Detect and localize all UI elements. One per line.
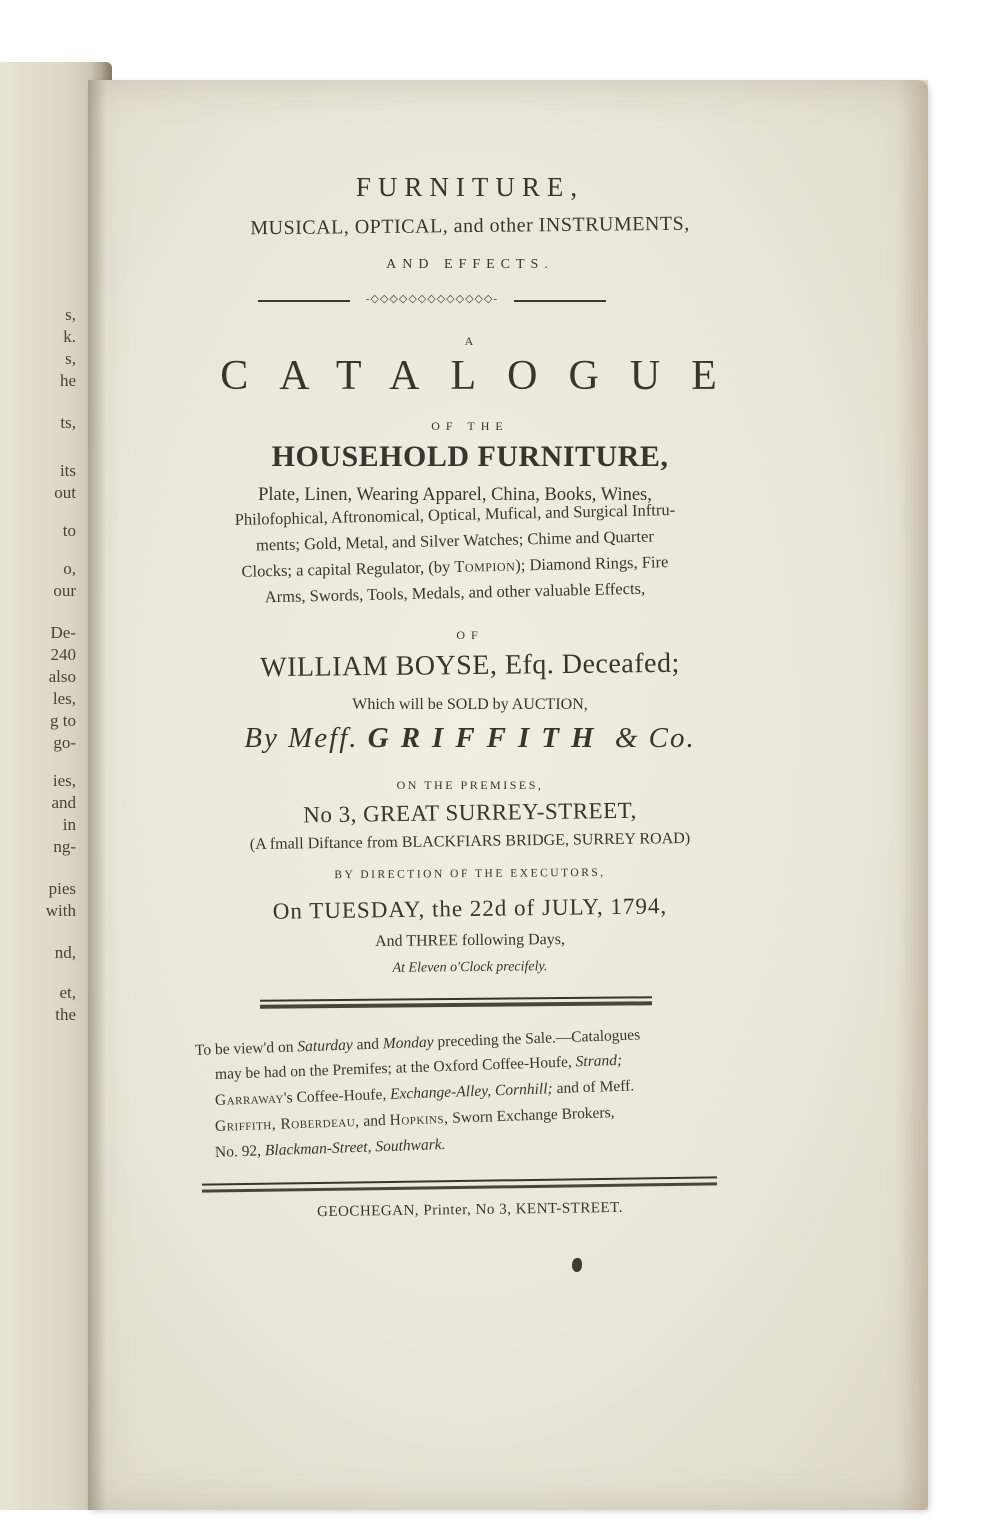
title-ornament-rule [258,293,606,305]
notice-l1a: To be view'd on [194,1038,298,1059]
printer-name: GEOCHEGAN, [316,1202,420,1221]
left-page-fragment-text: ts, [60,413,76,432]
title-effects: AND EFFECTS. [386,257,554,272]
notice-l1e: preceding the Sale.—Catalogues [433,1026,641,1051]
page-fold-shadow [88,80,106,1510]
notice-l2a: may be had on the Premifes; at the Oxford Coffee-Houfe, [214,1053,576,1083]
contents-line-5: Arms, Swords, Tools, Medals, and other valuable Effects, [264,578,646,607]
sale-on-premises: ON THE PREMISES, [396,778,544,792]
title-of-the: OF THE [431,419,509,433]
title-furniture: FURNITURE, [355,172,585,202]
auctioneer-suffix: & Co. [614,722,696,754]
owner-of: OF [456,628,484,642]
auctioneer-prefix: By Meff. [244,722,359,754]
left-page-fragment-text: s, [65,349,76,368]
sale-time: At Eleven o'Clock precifely. [392,959,548,976]
notice-exchange-alley: Exchange-Alley, Cornhill; [389,1080,553,1103]
left-page-fragment-text: also [48,667,76,686]
left-page-fragment-text: in [62,815,76,834]
sale-distance: (A fmall Diftance from BLACKFIARS BRIDGE, SURREY ROAD) [249,829,691,854]
left-page-fragment-text: its [59,461,76,480]
left-page-fragment-text: s, [65,305,76,324]
left-page-fragment-text: les, [52,689,76,708]
notice-l5a: No. 92, [214,1142,266,1161]
title-article: A [464,334,476,348]
owner-name: WILLIAM BOYSE, Efq. Deceafed; [260,647,680,684]
sale-date: On TUESDAY, the 22d of JULY, 1794, [272,893,668,924]
notice-blackman-street: Blackman-Street, Southwark. [264,1135,446,1160]
left-page-fragment-text: o, [63,559,76,578]
auctioneer-name: GRIFFITH [367,722,606,754]
notice-l4b: and [359,1111,390,1130]
left-page-text [0,62,80,1510]
sale-direction: BY DIRECTION OF THE EXECUTORS, [334,866,606,882]
left-page-fragment-text: g to [50,711,76,730]
left-page-fragment-text: go- [53,733,76,752]
left-page-fragment-text: out [54,483,76,502]
left-page-fragment-text: ng- [53,837,76,856]
contents-line-4a: Clocks; a capital Regulator, (by [241,557,455,581]
left-page-fragment-text: and [51,793,76,812]
contents-line-3: ments; Gold, Metal, and Silver Watches; Chime and Quarter [255,526,655,555]
printer-address: Printer, No 3, KENT-STREET. [423,1199,624,1219]
left-page-fragment-text: with [45,901,76,920]
title-household-furniture: HOUSEHOLD FURNITURE, [271,440,669,473]
left-page-fragment-text: our [53,581,76,600]
contents-line-2: Philofophical, Aftronomical, Optical, Mufical, and Surgical Inftru- [234,499,676,529]
left-page-fragment-text: k. [63,327,76,346]
title-instruments: MUSICAL, OPTICAL, and other INSTRUMENTS, [250,212,690,240]
notice-l3d: and of Meff. [552,1077,635,1098]
notice-griffith-roberdeau: Griffith, Roberdeau, [214,1112,360,1135]
sale-sold-by: Which will be SOLD by AUCTION, [352,696,588,713]
title-catalogue: CATALOGUE [220,353,748,399]
contents-line-4c: ); Diamond Rings, Fire [515,552,669,575]
left-page-fragment-text: he [59,371,76,390]
left-page-fragment-text: ies, [52,771,76,790]
contents-line-1: Plate, Linen, Wearing Apparel, China, Books, Wines, [258,485,652,505]
notice-garraway: Garraway [214,1089,285,1109]
left-page-fragment-text: et, [59,983,76,1002]
page-edge-shadow [898,80,928,1510]
ink-blot [572,1258,582,1272]
notice-l3b: 's Coffee-Houfe, [283,1085,391,1107]
left-page-fragment-text: 240 [50,645,76,664]
sale-auctioneer-line [90,722,850,755]
sale-address: No 3, GREAT SURREY-STREET, [303,797,637,828]
sale-following-days: And THREE following Days, [374,931,566,950]
left-page-fragment-text: pies [48,879,76,898]
left-page-fragment-text: to [62,521,76,540]
notice-l4d: Sworn Exchange Brokers, [448,1104,615,1127]
notice-l1c: and [352,1035,384,1054]
notice-strand: Strand; [575,1051,623,1071]
contents-tompion: Tompion [454,555,516,576]
notice-saturday: Saturday [297,1036,354,1056]
left-page-fragment-text: De- [50,623,76,642]
left-page-fragment-text: the [55,1005,76,1024]
ornament-chain: -◇◇◇◇◇◇◇◇◇◇◇◇◇- [365,293,499,305]
left-page-fragment-text: nd, [54,943,76,962]
notice-monday: Monday [382,1033,434,1053]
notice-hopkins: Hopkins, [389,1109,449,1129]
